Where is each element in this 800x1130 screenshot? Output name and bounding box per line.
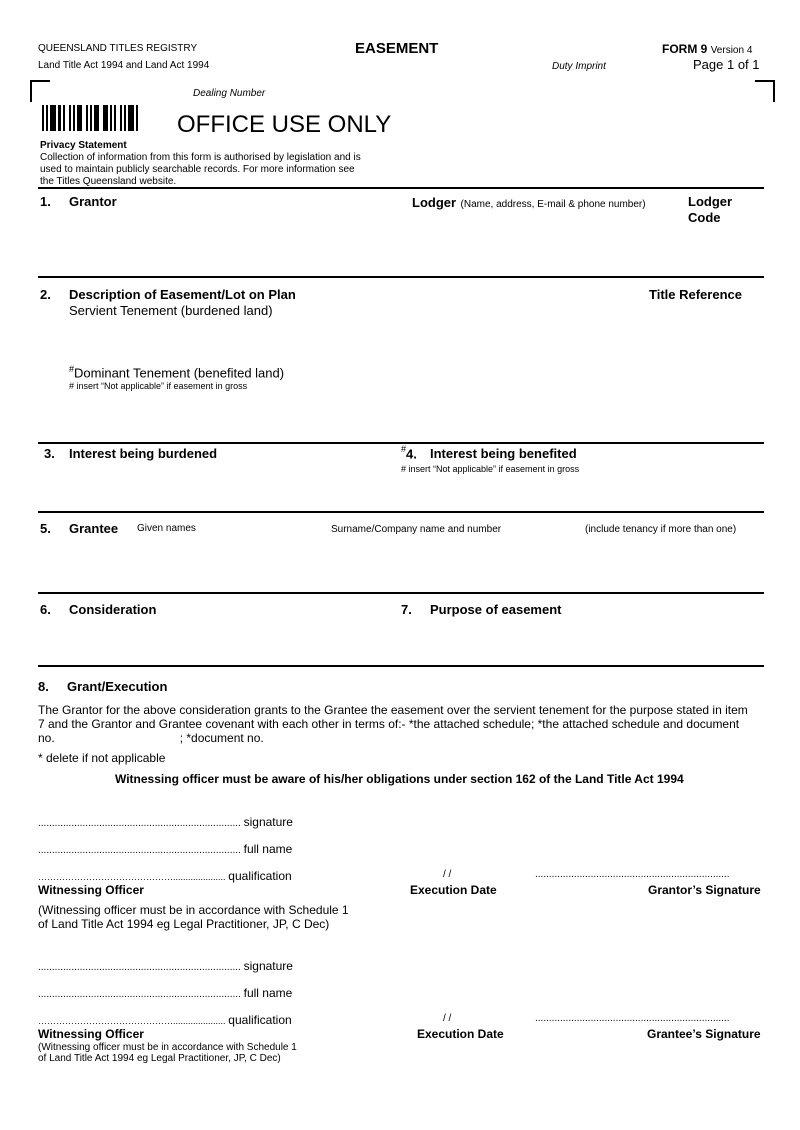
section-6-number: 6. <box>40 602 51 617</box>
witnessing-officer-note <box>38 1042 297 1064</box>
page-indicator: Page 1 of 1 <box>693 57 760 72</box>
section-divider <box>38 665 764 667</box>
grantee-signature-label: Grantee’s Signature <box>647 1027 761 1041</box>
grantor-execution-date-field[interactable]: / / <box>443 869 452 880</box>
form-version: Version 4 <box>710 45 753 56</box>
section-4-hash-mark: # <box>401 444 407 454</box>
section-8-number: 8. <box>38 679 49 694</box>
grantor-field[interactable] <box>38 212 398 274</box>
section-5-label: Grantee <box>69 521 119 536</box>
dominant-note: # insert “Not applicable” if easement in gross <box>69 381 248 391</box>
witnessing-officer-label: Witnessing Officer <box>38 883 144 897</box>
section-4-note: # insert “Not applicable” if easement in gross <box>401 464 580 474</box>
lodger-code-label <box>688 194 732 226</box>
grantee-tenancy-field[interactable] <box>585 540 764 590</box>
grantor-execution-date-label: Execution Date <box>410 883 497 897</box>
form-title: EASEMENT <box>355 40 439 57</box>
section-6-label: Consideration <box>69 602 157 617</box>
privacy-line: the Titles Queensland website. <box>40 176 177 187</box>
surname-label: Surname/Company name and number <box>331 524 502 535</box>
lodger-code-field[interactable] <box>688 230 764 274</box>
section-divider <box>38 276 764 278</box>
section-7-number: 7. <box>401 602 412 617</box>
section-divider <box>38 592 764 594</box>
title-reference-field[interactable] <box>649 305 764 435</box>
section-4-heading <box>401 444 417 463</box>
grantee-signature-line[interactable]: ...................................................................... <box>535 1013 730 1024</box>
purpose-field[interactable] <box>401 620 764 662</box>
lodger-hint: (Name, address, E-mail & phone number) <box>460 199 646 210</box>
corner-mark-top-right <box>755 80 775 102</box>
section-2-number: 2. <box>40 287 51 302</box>
interest-benefited-field[interactable] <box>401 478 764 510</box>
qualification-label: qualification <box>228 869 292 883</box>
grant-paragraph-line <box>38 731 748 745</box>
section-8-label: Grant/Execution <box>67 679 168 694</box>
section-7-label: Purpose of easement <box>430 602 562 617</box>
qualification-label: qualification <box>228 1013 292 1027</box>
grantor-signature-label: Grantor’s Signature <box>648 883 761 897</box>
lodger-code-line2: Code <box>688 210 721 225</box>
section-divider <box>38 187 764 189</box>
section-5-number: 5. <box>40 521 51 536</box>
grant-paragraph-line: 7 and the Grantor and Grantee covenant with each other in terms of:- *the attached schedule; *the attached schedule and document <box>38 717 740 731</box>
section-1-label: Grantor <box>69 194 117 209</box>
dealing-number-label: Dealing Number <box>193 88 266 99</box>
lodger-heading <box>412 194 646 212</box>
consideration-field[interactable] <box>38 620 388 662</box>
lodger-label: Lodger <box>412 195 457 210</box>
tenancy-label: (include tenancy if more than one) <box>585 524 737 535</box>
dominant-tenement-field[interactable] <box>69 395 629 435</box>
witnessing-officer-label: Witnessing Officer <box>38 1027 144 1041</box>
grant-paragraph-line: The Grantor for the above consideration grants to the Grantee the easement over the servient tenement for the purpose stated in item <box>38 703 748 717</box>
witness-qualification-line[interactable]: ………………………………………..................... qualification <box>38 869 292 883</box>
governing-acts: Land Title Act 1994 and Land Act 1994 <box>38 60 210 71</box>
dominant-hash-mark: # <box>69 364 75 374</box>
witness-signature-line[interactable]: ......................................................................... signature <box>38 815 293 829</box>
witness-qualification-line[interactable]: ………………………………………..................... qualification <box>38 1013 292 1027</box>
title-reference-label: Title Reference <box>649 287 742 302</box>
signature-label: signature <box>243 959 293 973</box>
servient-tenement-field[interactable] <box>69 320 629 360</box>
grant-paragraph <box>38 703 748 745</box>
given-names-label: Given names <box>137 523 196 534</box>
section-1-number: 1. <box>40 194 51 209</box>
form-number <box>662 42 752 56</box>
interest-burdened-field[interactable] <box>38 465 388 509</box>
delete-note: * delete if not applicable <box>38 751 166 765</box>
document-no-label: no. <box>38 731 55 745</box>
privacy-line: Collection of information from this form is authorised by legislation and is <box>40 152 361 163</box>
privacy-text <box>40 152 361 188</box>
form-label: FORM 9 <box>662 42 708 56</box>
section-4-number: 4. <box>406 446 417 462</box>
grantee-execution-date-label: Execution Date <box>417 1027 504 1041</box>
witness-full-name-line[interactable]: ......................................................................... full name <box>38 986 293 1000</box>
grantor-signature-line[interactable]: ...................................................................... <box>535 869 730 880</box>
grantee-surname-field[interactable] <box>331 540 576 590</box>
barcode-icon <box>42 105 138 131</box>
witness-warning: Witnessing officer must be aware of his/her obligations under section 162 of the Land Title Act 1994 <box>115 772 684 786</box>
full-name-label: full name <box>243 842 293 856</box>
dominant-tenement-label <box>69 364 284 380</box>
signature-label: signature <box>243 815 293 829</box>
grantee-execution-date-field[interactable]: / / <box>443 1013 452 1024</box>
witness-note-line: of Land Title Act 1994 eg Legal Practitioner, JP, C Dec) <box>38 1053 281 1064</box>
full-name-label: full name <box>243 986 293 1000</box>
witness-note-line: (Witnessing officer must be in accordance with Schedule 1 <box>38 1042 297 1053</box>
section-3-label: Interest being burdened <box>69 446 218 461</box>
section-2-label: Description of Easement/Lot on Plan <box>69 287 296 302</box>
section-3-number: 3. <box>44 446 55 461</box>
office-use-only: OFFICE USE ONLY <box>177 111 392 138</box>
corner-mark-top-left <box>30 80 50 102</box>
document-no-label-2: ; *document no. <box>179 731 264 745</box>
privacy-line: used to maintain publicly searchable records. For more information see <box>40 164 355 175</box>
lodger-code-line1: Lodger <box>688 194 733 209</box>
section-divider <box>38 511 764 513</box>
dominant-tenement-text: Dominant Tenement (benefited land) <box>74 365 285 381</box>
grantee-given-names-field[interactable] <box>137 540 322 590</box>
witness-note-line: (Witnessing officer must be in accordance with Schedule 1 <box>38 903 349 917</box>
witness-note-line: of Land Title Act 1994 eg Legal Practitioner, JP, C Dec) <box>38 917 330 931</box>
witness-full-name-line[interactable]: ......................................................................... full name <box>38 842 293 856</box>
witnessing-officer-note <box>38 903 349 931</box>
duty-imprint-label: Duty Imprint <box>552 61 606 72</box>
registry-name: QUEENSLAND TITLES REGISTRY <box>38 43 198 54</box>
servient-tenement-label: Servient Tenement (burdened land) <box>69 303 273 318</box>
section-4-label: Interest being benefited <box>430 446 577 461</box>
lodger-field[interactable] <box>412 212 682 274</box>
witness-signature-line[interactable]: ......................................................................... signature <box>38 959 293 973</box>
privacy-title: Privacy Statement <box>40 140 127 151</box>
